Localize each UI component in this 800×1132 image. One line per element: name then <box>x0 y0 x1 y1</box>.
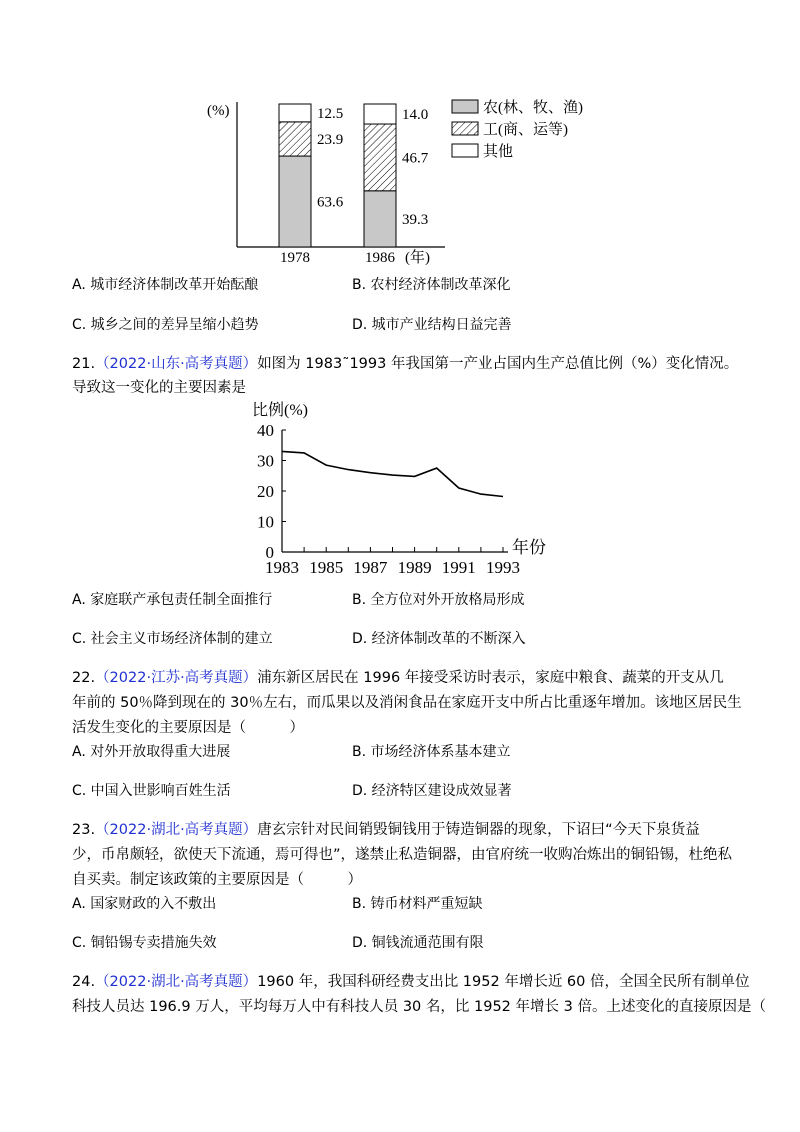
line-chart <box>0 395 800 585</box>
q23-text-2: 少，币帛颇轻，欲使天下流通，焉可得也”，遂禁止私造铜器，由官府统一收购冶炼出的铜铅锡，杜绝私 <box>72 847 733 863</box>
q22-option-b[interactable]: B. 市场经济体系基本建立 <box>352 744 511 760</box>
q22-option-d[interactable]: D. 经济特区建设成效显著 <box>352 783 512 799</box>
bar-chart-xlabel: (年) <box>405 250 430 266</box>
bar-chart-ylabel: (%) <box>207 103 230 119</box>
q20-option-a[interactable]: A. 城市经济体制改革开始酝酿 <box>72 277 259 293</box>
q23-number: 23. <box>72 822 96 838</box>
x-tick-label: 1987 <box>353 558 388 577</box>
q22-line-1 <box>72 668 724 688</box>
q23-option-a[interactable]: A. 国家财政的入不敷出 <box>72 896 217 912</box>
bar-value-label: 12.5 <box>317 105 344 122</box>
bar-value-label: 63.6 <box>317 194 344 211</box>
q22-option-c[interactable]: C. 中国入世影响百姓生活 <box>72 783 231 799</box>
q21-text-1: 如图为 1983˜1993 年我国第一产业占国内生产总值比例（%）变化情况。 <box>257 356 739 372</box>
q23-option-d[interactable]: D. 铜钱流通范围有限 <box>352 935 484 951</box>
bar-value-label: 23.9 <box>317 131 344 148</box>
q21-line-1 <box>72 354 738 374</box>
q21-option-a[interactable]: A. 家庭联产承包责任制全面推行 <box>72 592 273 608</box>
bar-segment <box>279 156 311 247</box>
q21-text-2: 导致这一变化的主要因素是 <box>72 380 246 396</box>
y-tick-label: 40 <box>257 421 274 440</box>
q22-text-1: 浦东新区居民在 1996 年接受采访时表示，家庭中粮食、蔬菜的开支从几 <box>257 670 724 686</box>
x-tick-label: 1985 <box>309 558 344 577</box>
q23-option-c[interactable]: C. 铜铅锡专卖措施失效 <box>72 935 217 951</box>
legend-swatch-other <box>452 144 478 157</box>
line-chart-ylabel: 比例(%) <box>252 402 308 419</box>
bar-segment <box>279 104 311 122</box>
q24-source: （2022·湖北·高考真题） <box>95 974 258 990</box>
q22-option-a[interactable]: A. 对外开放取得重大进展 <box>72 744 231 760</box>
x-tick-label: 1993 <box>486 558 520 577</box>
q24-number: 24. <box>72 974 96 990</box>
q20-option-d[interactable]: D. 城市产业结构日益完善 <box>352 317 512 333</box>
legend-label-other: 其他 <box>483 144 514 160</box>
y-tick-label: 20 <box>257 482 274 501</box>
q22-text-3: 活发生变化的主要原因是（ ） <box>72 720 304 736</box>
q23-text-3: 自买卖。制定该政策的主要原因是（ ） <box>72 872 362 888</box>
q22-source: （2022·江苏·高考真题） <box>95 670 258 686</box>
q24-text-1: 1960 年，我国科研经费支出比 1952 年增长近 60 倍，全国全民所有制单位 <box>257 974 750 990</box>
line-series <box>282 451 503 496</box>
bar-value-label: 39.3 <box>402 211 429 228</box>
q20-option-b[interactable]: B. 农村经济体制改革深化 <box>352 277 511 293</box>
legend-label-agri: 农(林、牧、渔) <box>483 100 583 116</box>
x-tick-label: 1983 <box>265 558 299 577</box>
stacked-bar-chart <box>0 0 800 280</box>
q24-text-2: 科技人员达 196.9 万人，平均每万人中有科技人员 30 名，比 1952 年增长 3 倍。上述变化的直接原因是（ <box>72 999 766 1015</box>
q24-line-1 <box>72 972 749 992</box>
q23-source: （2022·湖北·高考真题） <box>95 822 258 838</box>
q21-option-c[interactable]: C. 社会主义市场经济体制的建立 <box>72 631 273 647</box>
q22-number: 22. <box>72 670 96 686</box>
q23-option-b[interactable]: B. 铸币材料严重短缺 <box>352 896 483 912</box>
bar-segment <box>364 124 396 191</box>
legend-swatch-agri <box>452 100 478 113</box>
legend-swatch-industry <box>452 122 478 135</box>
x-tick-label: 1989 <box>397 558 432 577</box>
q21-number: 21. <box>72 356 96 372</box>
bar-segment <box>364 191 396 247</box>
y-tick-label: 10 <box>257 512 274 532</box>
q20-option-c[interactable]: C. 城乡之间的差异呈缩小趋势 <box>72 317 259 333</box>
line-chart-xlabel: 年份 <box>512 538 546 557</box>
q22-text-2: 年前的 50％降到现在的 30％左右，而瓜果以及消闲食品在家庭开支中所占比重逐年增加。该地区居民生 <box>72 695 742 711</box>
q21-option-d[interactable]: D. 经济体制改革的不断深入 <box>352 631 526 647</box>
y-tick-label: 0 <box>265 543 274 562</box>
y-tick-label: 30 <box>257 451 274 471</box>
bar-category-label: 1978 <box>280 250 310 266</box>
bar-chart-legend <box>452 99 583 160</box>
bar-segment <box>279 122 311 156</box>
bar-value-label: 14.0 <box>402 107 429 124</box>
q23-line-1 <box>72 820 700 840</box>
x-tick-label: 1991 <box>441 558 476 577</box>
bar-value-label: 46.7 <box>402 150 429 167</box>
q21-source: （2022·山东·高考真题） <box>95 356 258 372</box>
bar-segment <box>364 104 396 124</box>
bar-category-label: 1986 <box>365 250 395 266</box>
q23-text-1: 唐玄宗针对民间销毁铜钱用于铸造铜器的现象，下诏曰“今天下泉货益 <box>257 822 700 838</box>
legend-label-industry: 工(商、运等) <box>483 122 568 138</box>
q21-option-b[interactable]: B. 全方位对外开放格局形成 <box>352 592 525 608</box>
